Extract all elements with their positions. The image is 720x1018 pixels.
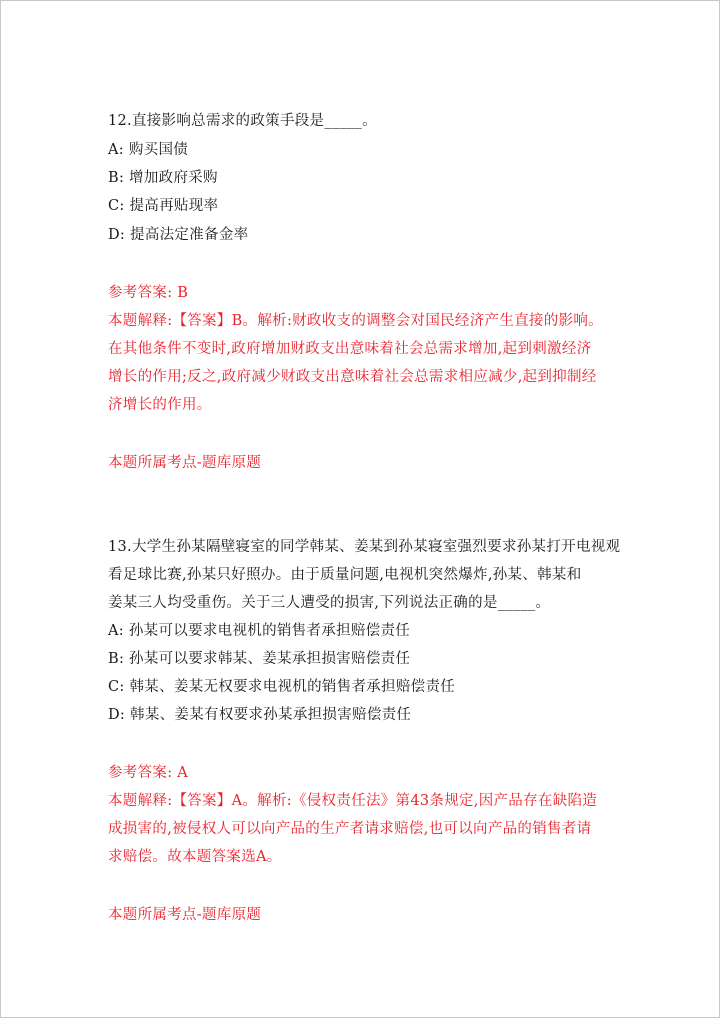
option-b: B: 孙某可以要求韩某、姜某承担损害赔偿责任 (108, 651, 411, 667)
option-c: C: 韩某、姜某无权要求电视机的销售者承担赔偿责任 (108, 679, 456, 695)
explanation-line: 求赔偿。故本题答案选A。 (108, 849, 282, 865)
source-label: 本题所属考点-题库原题 (108, 455, 262, 471)
explanation-line: 本题解释:【答案】A。解析:《侵权责任法》第43条规定,因产品存在缺陷造 (108, 793, 598, 809)
question-stem: 看足球比赛,孙某只好照办。由于质量问题,电视机突然爆炸,孙某、韩某和 (108, 567, 582, 583)
answer: 参考答案: B (108, 285, 189, 301)
explanation-line: 本题解释:【答案】B。解析:财政收支的调整会对国民经济产生直接的影响。 (108, 313, 603, 329)
answer: 参考答案: A (108, 765, 189, 781)
explanation-line: 增长的作用;反之,政府减少财政支出意味着社会总需求相应减少,起到抑制经 (108, 369, 597, 385)
option-d: D: 提高法定准备金率 (108, 227, 249, 243)
source-label: 本题所属考点-题库原题 (108, 907, 262, 923)
question-stem: 13.大学生孙某隔壁寝室的同学韩某、姜某到孙某寝室强烈要求孙某打开电视观 (108, 539, 621, 555)
option-a: A: 购买国债 (108, 142, 189, 158)
explanation-line: 成损害的,被侵权人可以向产品的生产者请求赔偿,也可以向产品的销售者请 (108, 821, 592, 837)
explanation-line: 在其他条件不变时,政府增加财政支出意味着社会总需求增加,起到刺激经济 (108, 341, 592, 357)
explanation-line: 济增长的作用。 (108, 397, 212, 413)
question-stem: 12.直接影响总需求的政策手段是_____。 (108, 113, 377, 129)
option-b: B: 增加政府采购 (108, 170, 218, 186)
option-c: C: 提高再贴现率 (108, 198, 219, 214)
question-stem: 姜某三人均受重伤。关于三人遭受的损害,下列说法正确的是_____。 (108, 595, 551, 611)
option-d: D: 韩某、姜某有权要求孙某承担损害赔偿责任 (108, 707, 412, 723)
option-a: A: 孙某可以要求电视机的销售者承担赔偿责任 (108, 623, 411, 639)
